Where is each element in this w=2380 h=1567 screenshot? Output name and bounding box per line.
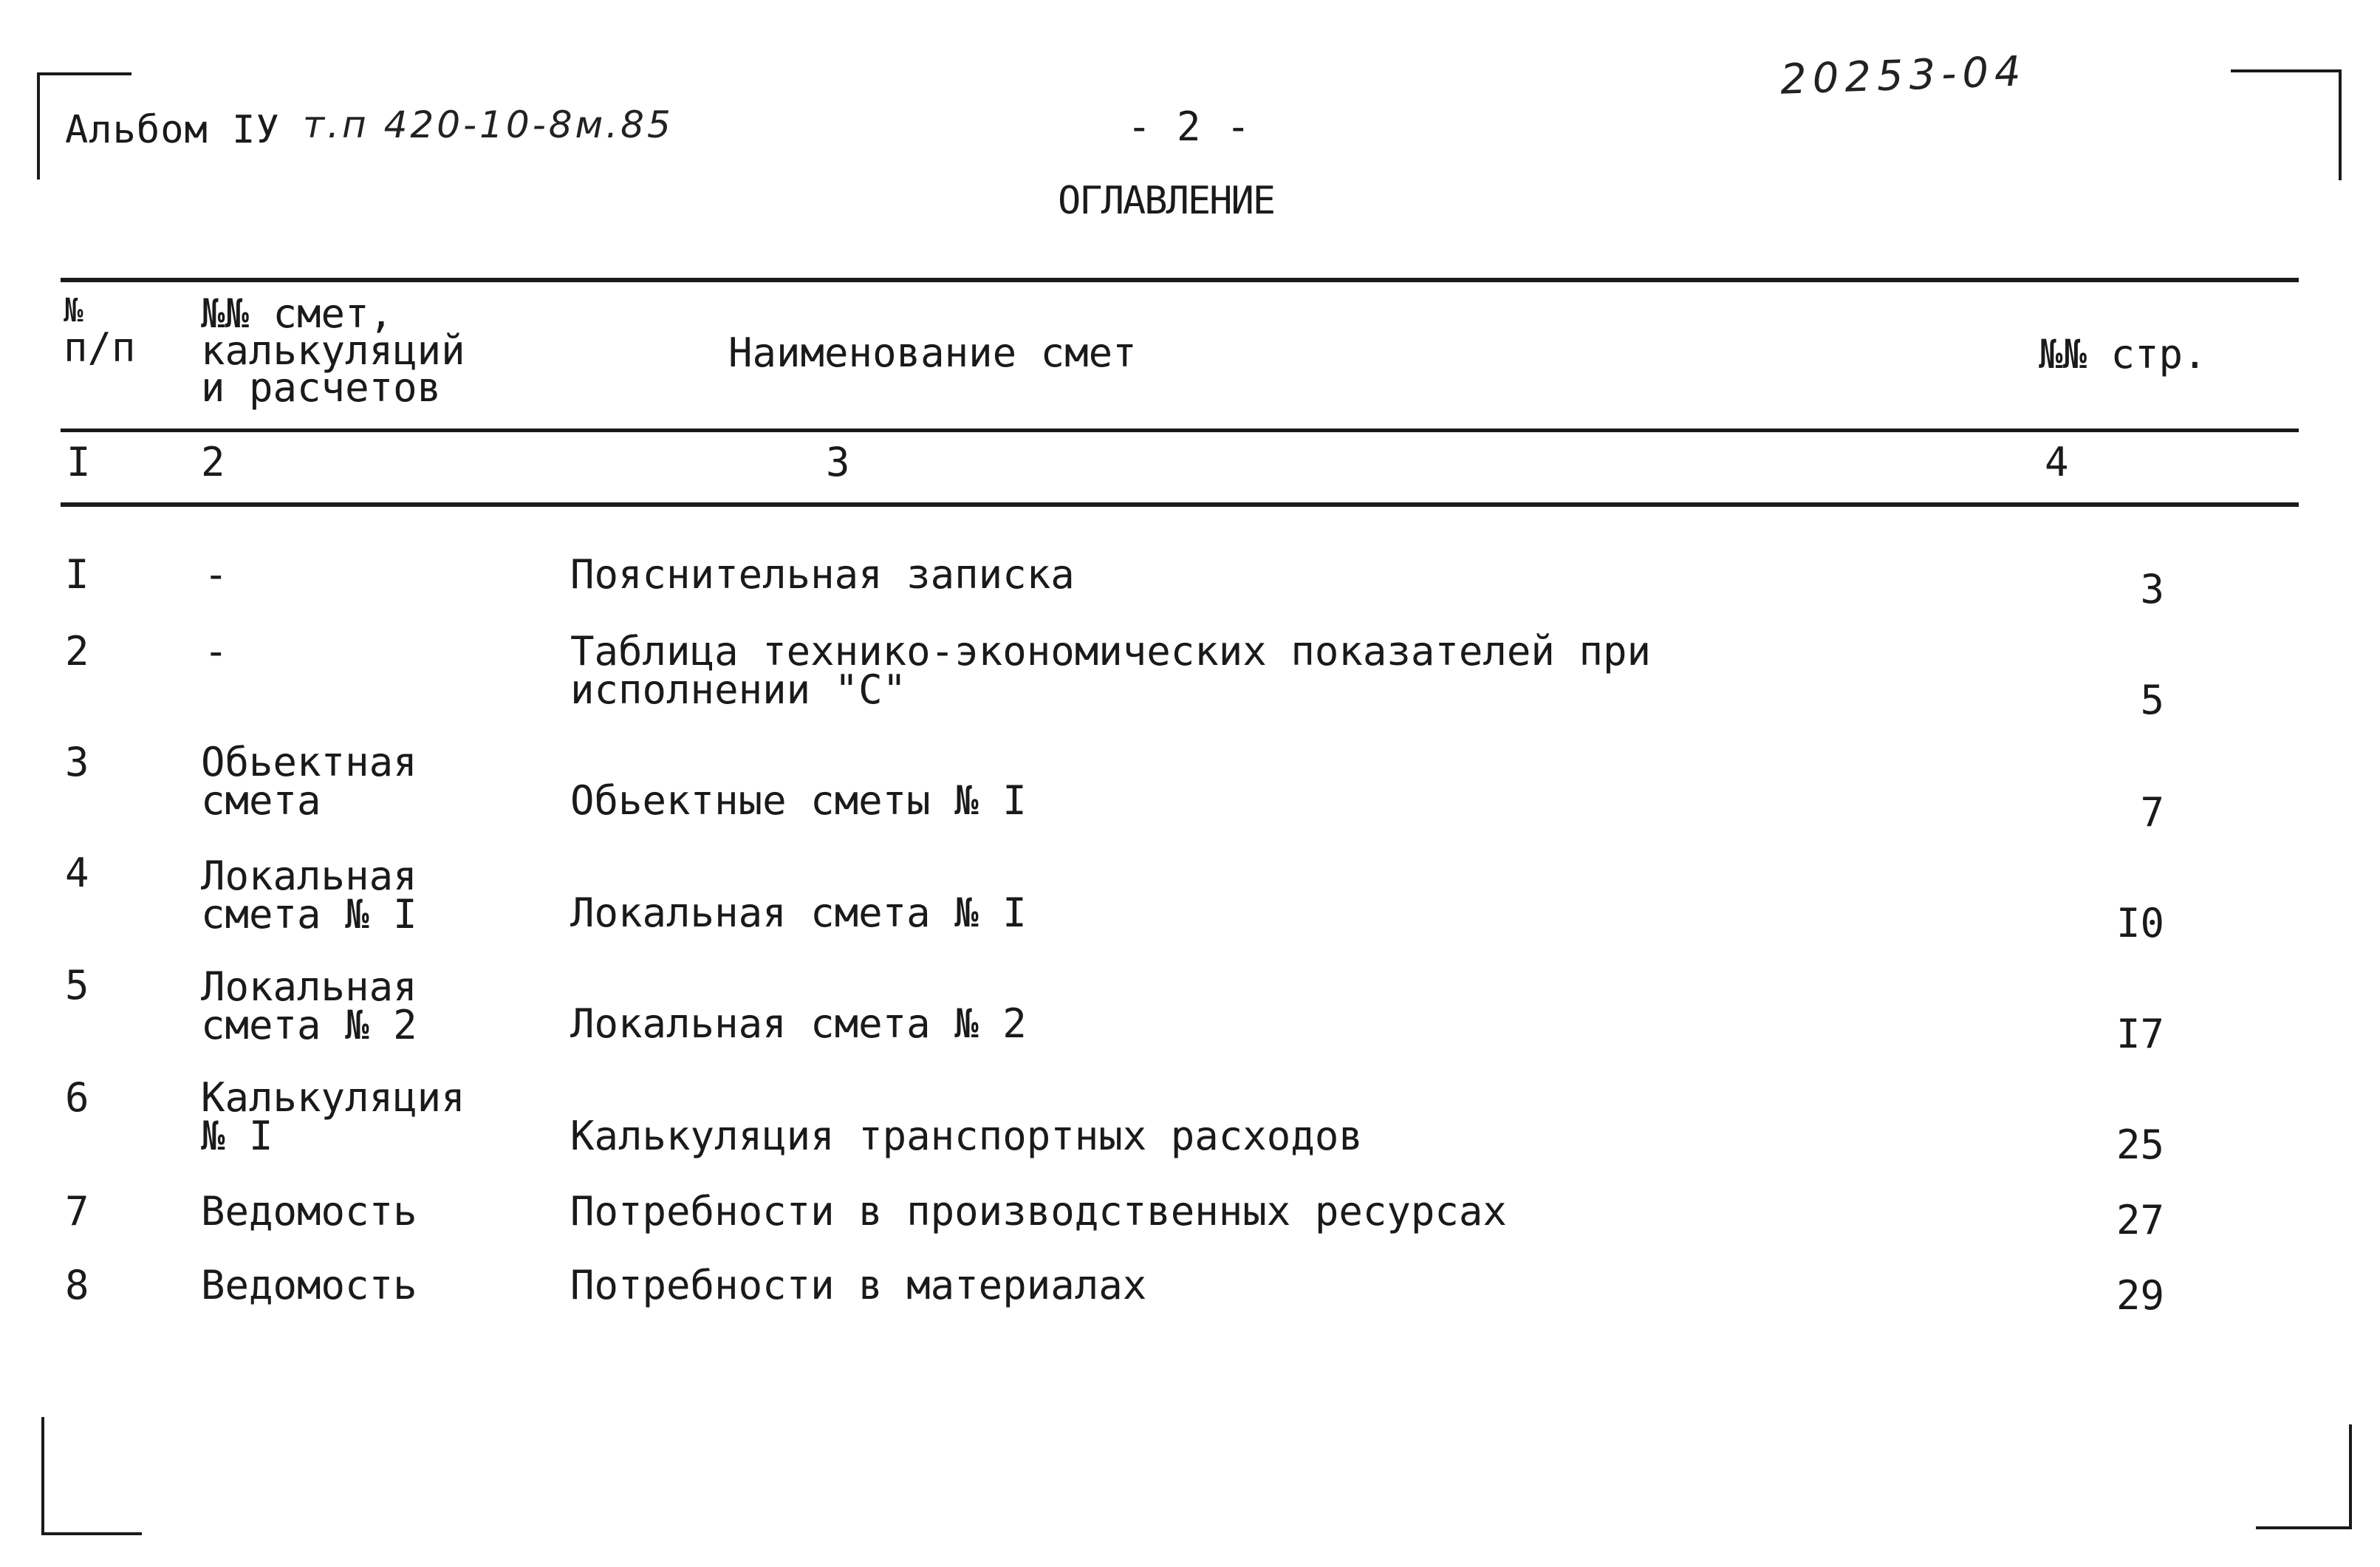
table-numbering-rule <box>61 502 2299 507</box>
row-estimate-ref: - <box>204 551 228 598</box>
row-page: 7 <box>2140 789 2164 836</box>
column-header-row-number-line: № <box>64 292 83 330</box>
row-estimate-ref: Калькуляция № I <box>201 1074 465 1159</box>
row-estimate-ref: Локальная смета № I <box>201 853 417 938</box>
row-number: 3 <box>65 739 89 785</box>
row-estimate-name: Пояснительная записка <box>570 551 1075 598</box>
row-number: 7 <box>65 1188 89 1235</box>
row-estimate-name: Локальная смета № I <box>570 890 1027 936</box>
column-header-estimate-ref <box>201 290 465 411</box>
page-number: - 2 - <box>1127 103 1251 150</box>
row-estimate-name: Калькуляция транспортных расходов <box>570 1113 1363 1159</box>
row-estimate-ref: - <box>204 628 228 675</box>
row-estimate-name: Локальная смета № 2 <box>570 1000 1027 1047</box>
column-number-2: 2 <box>201 439 225 485</box>
column-header-estimate-name: Наименование смет <box>728 330 1137 376</box>
page-title: ОГЛАВЛЕНИЕ <box>1058 179 1275 223</box>
row-number: 2 <box>65 628 89 675</box>
corner-mark-top-left-h <box>37 72 131 75</box>
column-header-row-number <box>64 292 136 371</box>
row-estimate-name: Таблица технико-экономических показателей при исполнении "С" <box>570 628 1651 713</box>
row-page: 5 <box>2140 677 2164 723</box>
column-header-estimate-ref-line: калькуляций <box>201 327 465 374</box>
corner-mark-top-left-v <box>37 72 40 180</box>
row-number: 8 <box>65 1262 89 1308</box>
row-page: I7 <box>2116 1011 2164 1057</box>
table-header-rule <box>61 429 2299 432</box>
row-page: 3 <box>2140 566 2164 612</box>
row-estimate-name: Обьектные сметы № I <box>570 777 1027 824</box>
table-top-rule <box>61 278 2299 282</box>
row-estimate-ref: Обьектная смета <box>201 739 417 824</box>
row-page: I0 <box>2116 900 2164 946</box>
row-estimate-ref: Ведомость <box>201 1188 417 1235</box>
row-number: 5 <box>65 962 89 1008</box>
corner-mark-top-right-v <box>2339 69 2342 180</box>
row-number: 4 <box>65 850 89 896</box>
corner-mark-bottom-left-h <box>41 1532 142 1535</box>
column-header-page: №№ стр. <box>2039 331 2207 378</box>
album-label: Альбом IУ <box>65 108 280 152</box>
corner-mark-bottom-right-h <box>2256 1526 2352 1529</box>
album-handwritten-code: т.п 420-10-8м.85 <box>303 103 674 146</box>
row-page: 25 <box>2116 1122 2164 1168</box>
document-number: 20253-04 <box>1779 47 2028 104</box>
corner-mark-top-right-h <box>2231 69 2342 72</box>
row-estimate-ref: Ведомость <box>201 1262 417 1308</box>
row-page: 27 <box>2116 1197 2164 1243</box>
row-estimate-name: Потребности в материалах <box>570 1262 1147 1308</box>
corner-mark-bottom-left-v <box>41 1417 44 1535</box>
column-header-estimate-ref-line: №№ смет, <box>201 290 394 337</box>
column-number-4: 4 <box>2045 439 2069 485</box>
corner-mark-bottom-right-v <box>2349 1424 2352 1529</box>
row-number: I <box>65 551 89 598</box>
row-page: 29 <box>2116 1272 2164 1319</box>
row-number: 6 <box>65 1074 89 1121</box>
column-header-estimate-ref-line: и расчетов <box>201 364 442 411</box>
column-number-1: I <box>66 439 91 485</box>
column-number-3: 3 <box>826 439 850 485</box>
column-header-row-number-line: п/п <box>64 324 136 371</box>
row-estimate-name: Потребности в производственных ресурсах <box>570 1188 1507 1235</box>
row-estimate-ref: Локальная смета № 2 <box>201 963 417 1048</box>
